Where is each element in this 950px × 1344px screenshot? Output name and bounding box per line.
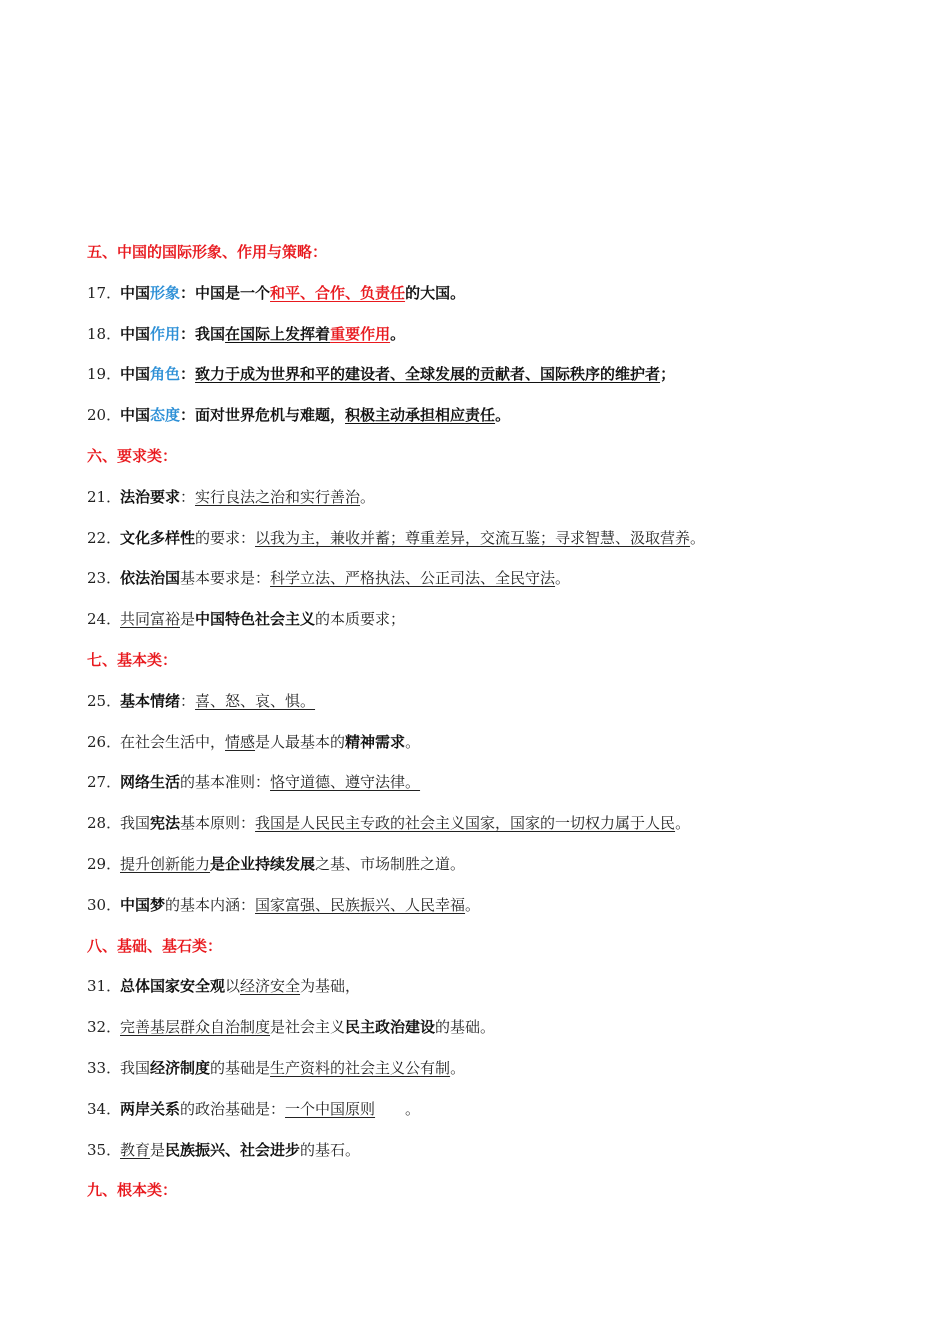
answer-underlined: 实行良法之治和实行善治: [195, 487, 361, 506]
item-keyword: 民主政治建设: [345, 1018, 436, 1037]
section-heading-6: 六、要求类：: [87, 446, 178, 465]
item-number: 23．: [87, 569, 122, 588]
list-item-22: [87, 524, 887, 565]
list-item-20: [87, 401, 887, 442]
item-keyword: 企业持续发展: [225, 854, 316, 873]
item-text: 。: [675, 814, 691, 833]
item-text: 的基石。: [300, 1140, 361, 1159]
item-text: ：中国是一个: [180, 283, 271, 302]
item-number: 28．: [87, 814, 122, 833]
item-text: 的基础是: [210, 1058, 271, 1077]
item-text: 基本原则：: [180, 814, 256, 833]
item-text: ：: [180, 691, 196, 710]
list-item-35: [87, 1136, 887, 1177]
answer-underlined: 提升创新能力: [120, 854, 211, 873]
item-number: 18．: [87, 324, 122, 343]
item-text: 我国: [120, 1058, 151, 1077]
answer-underlined: 积极主动承担相应责任: [345, 406, 496, 425]
item-text: 中国: [120, 365, 151, 384]
section-heading-8: 八、基础、基石类：: [87, 936, 223, 955]
item-text: ；: [660, 365, 676, 384]
item-number: 35．: [87, 1140, 122, 1159]
answer-underlined: 在国际上发挥着: [225, 324, 331, 343]
item-keyword: 民族振兴、社会进步: [165, 1140, 301, 1159]
list-item-31: [87, 972, 887, 1013]
item-text: 的基础。: [435, 1018, 496, 1037]
item-keyword: 是: [210, 854, 226, 873]
item-text: 以: [225, 977, 241, 996]
item-keyword: 网络生活: [120, 773, 181, 792]
item-text: 。: [360, 487, 376, 506]
item-text: 。: [450, 1058, 466, 1077]
item-text: 的本质要求；: [315, 610, 406, 629]
item-text: 基本要求是：: [180, 569, 271, 588]
item-text: 。: [465, 895, 481, 914]
answer-underlined: 生产资料的社会主义公有制: [270, 1058, 451, 1077]
item-text: 是社会主义: [270, 1018, 346, 1037]
item-text: ：我国: [180, 324, 226, 343]
item-text: 。: [405, 1099, 421, 1118]
item-number: 26．: [87, 732, 122, 751]
item-number: 25．: [87, 691, 122, 710]
list-item-21: [87, 483, 887, 524]
item-keyword: 精神需求: [345, 732, 406, 751]
item-text: 。: [390, 324, 406, 343]
item-number: 19．: [87, 365, 122, 384]
item-text: 。: [495, 406, 511, 425]
keyword-blue: 作用: [150, 324, 181, 343]
answer-underlined: 科学立法、严格执法、公正司法、全民守法: [270, 569, 556, 588]
list-item-17: [87, 279, 887, 320]
section-heading-9: 九、根本类：: [87, 1181, 178, 1200]
item-keyword: 两岸关系: [120, 1099, 181, 1118]
item-number: 21．: [87, 487, 122, 506]
keyword-blue: 形象: [150, 283, 181, 302]
list-item-18: [87, 320, 887, 361]
item-keyword: 基本情绪: [120, 691, 181, 710]
answer-underlined: 教育: [120, 1140, 151, 1159]
list-item-30: [87, 891, 887, 932]
answer-underlined: 情感: [225, 732, 256, 751]
item-number: 29．: [87, 854, 122, 873]
keyword-blue: 角色: [150, 365, 181, 384]
item-text: ：: [180, 487, 196, 506]
item-text: 是人最基本的: [255, 732, 346, 751]
item-number: 22．: [87, 528, 122, 547]
item-text: 中国: [120, 283, 151, 302]
answer-underlined: 以我为主，兼收并蓄；尊重差异，交流互鉴；寻求智慧、汲取营养: [255, 528, 691, 547]
list-item-24: [87, 605, 887, 646]
item-keyword: 依法治国: [120, 569, 181, 588]
list-item-29: [87, 850, 887, 891]
item-number: 20．: [87, 406, 122, 425]
list-item-28: [87, 809, 887, 850]
keyword-blue: 态度: [150, 406, 181, 425]
answer-underlined: 国家富强、民族振兴、人民幸福: [255, 895, 466, 914]
item-keyword: 文化多样性: [120, 528, 196, 547]
item-text: 的基本准则：: [180, 773, 271, 792]
list-item-34: [87, 1095, 887, 1136]
item-text: 中国: [120, 324, 151, 343]
answer-underlined: 共同富裕: [120, 610, 181, 629]
answer-underlined: 喜、怒、哀、惧。: [195, 691, 316, 710]
section-heading-5: 五、中国的国际形象、作用与策略：: [87, 243, 328, 261]
item-text: ：面对世界危机与难题，: [180, 406, 346, 425]
item-text: 。: [690, 528, 706, 547]
item-text: 的基本内涵：: [165, 895, 256, 914]
document-page: [87, 238, 887, 1217]
item-number: 27．: [87, 773, 122, 792]
item-number: 30．: [87, 895, 122, 914]
item-text: 的要求：: [195, 528, 256, 547]
item-number: 31．: [87, 977, 122, 996]
item-text: ：: [180, 365, 196, 384]
item-number: 24．: [87, 610, 122, 629]
answer-underlined: 恪守道德、遵守法律。: [270, 773, 421, 792]
item-keyword: 中国特色社会主义: [195, 610, 316, 629]
item-text: 中国: [120, 406, 151, 425]
item-text: 是: [150, 1140, 166, 1159]
item-text: 为基础，: [300, 977, 361, 996]
answer-red-underlined: 和平、合作、负责任: [270, 283, 406, 302]
answer-underlined: 致力于成为世界和平的建设者、全球发展的贡献者、国际秩序的维护者: [195, 365, 661, 384]
item-keyword: 总体国家安全观: [120, 977, 226, 996]
item-keyword: 中国梦: [120, 895, 166, 914]
item-number: 32．: [87, 1018, 122, 1037]
answer-red-underlined: 重要作用: [330, 324, 391, 343]
item-text: 。: [555, 569, 571, 588]
list-item-23: [87, 564, 887, 605]
item-text: 在社会生活中，: [120, 732, 226, 751]
answer-underlined: 我国是人民民主专政的社会主义国家，国家的一切权力属于人民: [255, 814, 676, 833]
list-item-25: [87, 687, 887, 728]
item-text: 我国: [120, 814, 151, 833]
list-item-19: [87, 360, 887, 401]
item-keyword: 法治要求: [120, 487, 181, 506]
item-text: 是: [180, 610, 196, 629]
list-item-27: [87, 768, 887, 809]
list-item-32: [87, 1013, 887, 1054]
item-text: 之基、市场制胜之道。: [315, 854, 466, 873]
answer-underlined: 一个中国原则: [285, 1099, 376, 1118]
answer-underlined: 经济安全: [240, 977, 301, 996]
answer-underlined: 完善基层群众自治制度: [120, 1018, 271, 1037]
item-text: 的政治基础是：: [180, 1099, 286, 1118]
item-text: 的大国。: [405, 283, 466, 302]
item-number: 17．: [87, 283, 122, 302]
item-text: 。: [405, 732, 421, 751]
item-keyword: 经济制度: [150, 1058, 211, 1077]
section-heading-7: 七、基本类：: [87, 650, 178, 669]
item-number: 33．: [87, 1058, 122, 1077]
list-item-33: [87, 1054, 887, 1095]
item-number: 34．: [87, 1099, 122, 1118]
list-item-26: [87, 728, 887, 769]
item-keyword: 宪法: [150, 814, 181, 833]
